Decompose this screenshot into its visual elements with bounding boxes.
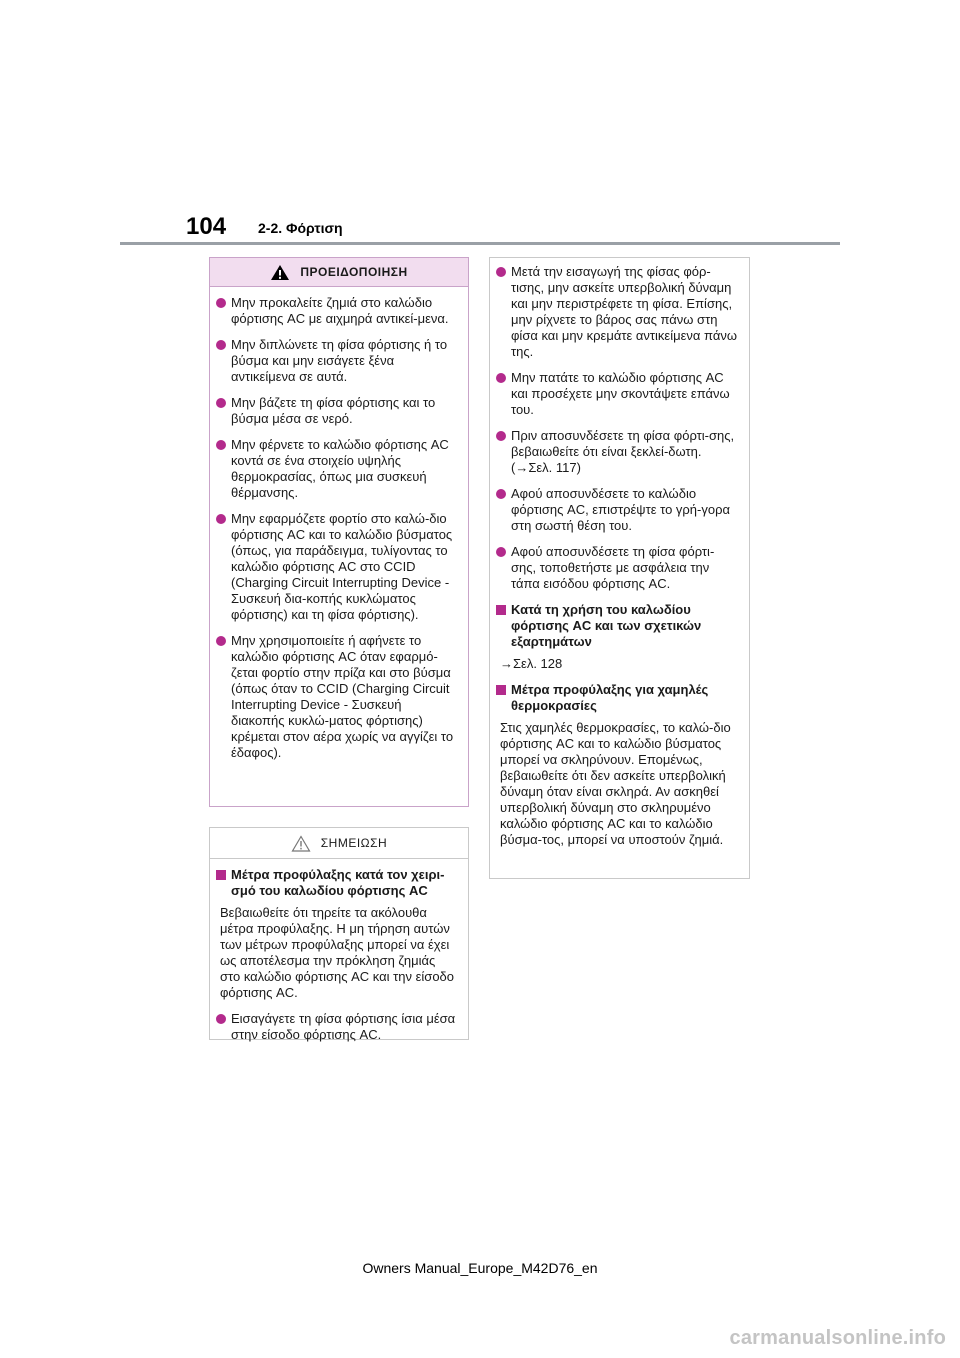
list-item — [500, 428, 739, 476]
item-text: Εισαγάγετε τη φίσα φόρτισης ίσια μέσα στην είσοδο φόρτισης AC. — [231, 1011, 456, 1042]
bullet-icon — [216, 298, 226, 308]
item-text: Αφού αποσυνδέσετε το καλώδιο φόρτισης AC, επιστρέψτε το γρή-γορα στη σωστή θέση του. — [511, 486, 731, 533]
list-item — [220, 1011, 458, 1043]
note-body — [210, 859, 468, 1043]
subheading-text: Μέτρα προφύλαξης κατά τον χειρι-σμό του καλωδίου φόρτισης AC — [231, 867, 445, 898]
note-paragraph: Βεβαιωθείτε ότι τηρείτε τα ακόλουθα μέτρα προφύλαξης. Η μη τήρηση αυτών των μέτρων προφύλαξης μπορεί να έχει ως αποτέλεσμα την πρόκληση ζημιάς στο καλώδιο φόρτισης AC και την είσοδο φόρτισης AC. — [220, 905, 455, 1000]
warning-title: ΠΡΟΕΙΔΟΠΟΙΗΣΗ — [300, 265, 408, 279]
item-text: Μην προκαλείτε ζημιά στο καλώδιο φόρτισης AC με αιχμηρά αντικεί-μενα. — [231, 295, 449, 326]
list-item — [500, 370, 739, 418]
list-item — [500, 486, 739, 534]
bullet-icon — [496, 431, 506, 441]
section-title: 2-2. Φόρτιση — [258, 220, 343, 236]
list-item — [220, 295, 458, 327]
warning-header — [210, 258, 468, 287]
bullet-icon — [216, 440, 226, 450]
subheading-text: Κατά τη χρήση του καλωδίου φόρτισης AC και των σχετικών εξαρτημάτων — [511, 602, 702, 649]
bullet-icon — [216, 514, 226, 524]
bullet-icon — [496, 267, 506, 277]
list-item — [500, 544, 739, 592]
note-box — [209, 827, 469, 1040]
bullet-icon — [216, 398, 226, 408]
item-text: Μην χρησιμοποιείτε ή αφήνετε το καλώδιο φόρτισης AC όταν εφαρμό-ζεται φορτίο στην πρίζα και στο βύσμα (όπως όταν το CCID (Charging Circuit Interrupting Device - Συσκευή διακοπής κυκλώ-ματος φόρτισης) κρέμεται στον αέρα χωρίς να αγγίζει το έδαφος). — [231, 633, 454, 760]
bullet-icon — [496, 373, 506, 383]
bullet-icon — [496, 547, 506, 557]
note-subheading — [220, 867, 458, 899]
square-bullet-icon — [496, 605, 506, 615]
warning-body — [210, 287, 468, 761]
bullet-icon — [216, 1014, 226, 1024]
item-text: Μην διπλώνετε τη φίσα φόρτισης ή το βύσμα και μην εισάγετε ξένα αντικείμενα σε αυτά. — [231, 337, 448, 384]
list-item — [220, 395, 458, 427]
right-column-box — [489, 257, 750, 879]
right-subheading-usage — [500, 602, 739, 650]
item-text: Μην εφαρμόζετε φορτίο στο καλώ-διο φόρτισης AC και το καλώδιο βύσματος (όπως, για παράδειγμα, τυλίγοντας το καλώδιο φόρτισης AC στο CCID (Charging Circuit Interrupting Device - Συσκευή δια-κοπής κυκλώματος φόρτισης) και τη φίσα φόρτισης). — [231, 511, 453, 622]
right-subheading-low-temp — [500, 682, 739, 714]
warning-box — [209, 257, 469, 807]
square-bullet-icon — [216, 870, 226, 880]
header-rule — [120, 242, 840, 245]
item-text: Μην φέρνετε το καλώδιο φόρτισης AC κοντά σε ένα στοιχείο υψηλής θερμοκρασίας, όπως μια συσκευή θέρμανσης. — [231, 437, 449, 500]
item-text: Μην πατάτε το καλώδιο φόρτισης AC και προσέχετε μην σκοντάψετε επάνω του. — [511, 370, 730, 417]
list-item — [220, 633, 458, 761]
low-temp-paragraph: Στις χαμηλές θερμοκρασίες, το καλώ-διο φόρτισης AC και το καλώδιο βύσματος μπορεί να σκληρύνουν. Επομένως, βεβαιωθείτε ότι δεν ασκείτε υπερβολική δύναμη όταν είναι σκληρά. Αν ασκηθεί υπερβολική δύναμη στο σκληρυμένο καλώδιο φόρτισης AC και το καλώδιο βύσμα-τος, μπορεί να υποστούν ζημιά. — [500, 720, 731, 847]
list-item — [220, 337, 458, 385]
square-bullet-icon — [496, 685, 506, 695]
page-reference[interactable]: →Σελ. 128 — [500, 656, 563, 671]
note-title: ΣΗΜΕΙΩΣΗ — [320, 836, 388, 850]
bullet-icon — [216, 636, 226, 646]
subheading-text: Μέτρα προφύλαξης για χαμηλές θερμοκρασίες — [511, 682, 709, 713]
item-text: Μετά την εισαγωγή της φίσας φόρ-τισης, μην ασκείτε υπερβολική δύναμη και μην περιστρέφετε τη φίσα. Επίσης, μην ρίχνετε το βάρος σας πάνω στη φίσα και μην κρεμάτε αντικείμενα πάνω της. — [511, 264, 737, 359]
caution-triangle-icon — [291, 835, 311, 852]
right-body — [490, 258, 749, 848]
bullet-icon — [216, 340, 226, 350]
watermark: carmanualsonline.info — [729, 1327, 946, 1349]
bullet-icon — [496, 489, 506, 499]
page-number: 104 — [186, 213, 227, 240]
list-item — [220, 511, 458, 623]
list-item — [220, 437, 458, 501]
footer-text: Owners Manual_Europe_M42D76_en — [362, 1260, 598, 1276]
item-text: Πριν αποσυνδέσετε τη φίσα φόρτι-σης, βεβαιωθείτε ότι είναι ξεκλεί-δωτη. (→Σελ. 117) — [511, 428, 735, 475]
warning-triangle-icon — [270, 264, 290, 281]
note-header — [210, 828, 468, 859]
item-text: Μην βάζετε τη φίσα φόρτισης και το βύσμα μέσα σε νερό. — [231, 395, 436, 426]
list-item — [500, 264, 739, 360]
item-text: Αφού αποσυνδέσετε τη φίσα φόρτι-σης, τοποθετήστε με ασφάλεια την τάπα εισόδου φόρτισης AC. — [511, 544, 715, 591]
